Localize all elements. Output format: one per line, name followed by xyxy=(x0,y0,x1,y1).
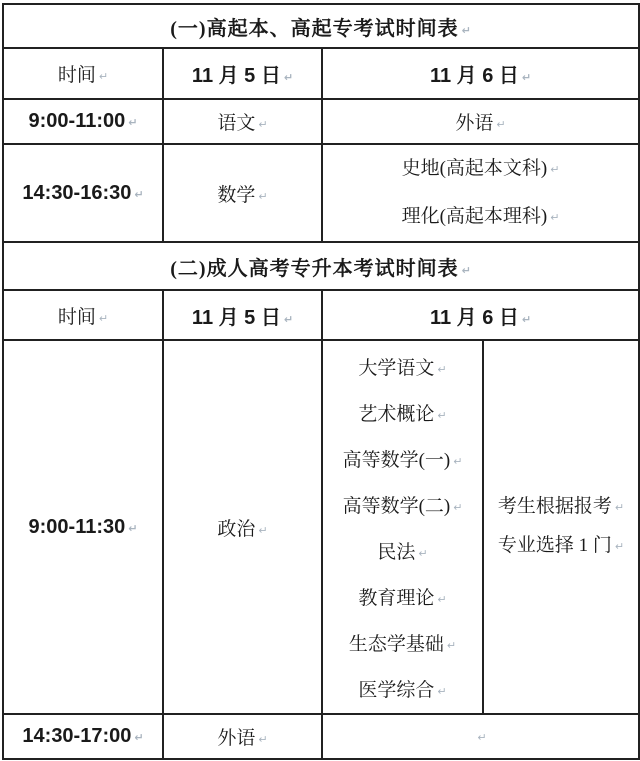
paragraph-mark: ↵ xyxy=(453,500,463,514)
paragraph-mark: ↵ xyxy=(521,312,532,326)
time-text: 9:00-11:00 ↵ xyxy=(28,110,138,132)
empty-cell-text xyxy=(474,726,486,747)
section1-title-text: (一)高起本、高起专考试时间表 ↵ xyxy=(170,17,472,40)
note-cell xyxy=(483,340,639,714)
paragraph-mark: ↵ xyxy=(614,501,625,514)
subject-cell-nov5 xyxy=(163,714,322,759)
subject-option: 高等数学(二) ↵ xyxy=(342,495,463,517)
paragraph-mark: ↵ xyxy=(461,263,472,277)
header-nov6-text: 11 月 6 日 ↵ xyxy=(429,65,532,87)
section2-title-row xyxy=(3,242,639,290)
subject-option: 医学综合 ↵ xyxy=(358,679,447,701)
section2-col-header-nov5 xyxy=(163,290,322,340)
paragraph-mark: ↵ xyxy=(477,730,487,744)
paragraph-mark: ↵ xyxy=(614,540,625,553)
section1-afternoon-row xyxy=(3,144,639,242)
subject-option: 艺术概论 ↵ xyxy=(358,403,447,425)
subjects-list-cell xyxy=(322,340,483,714)
subject-cell-nov6 xyxy=(322,144,639,242)
section2-title xyxy=(3,242,639,290)
paragraph-mark: ↵ xyxy=(453,454,463,468)
header-nov6-text: 11 月 6 日 ↵ xyxy=(429,306,532,329)
paragraph-mark: ↵ xyxy=(437,592,447,606)
subject-cell-nov5 xyxy=(163,340,322,714)
subject-text: 外语 ↵ xyxy=(217,728,268,749)
section2-col-header-time xyxy=(3,290,163,340)
subject-text: 理化(高起本理科) ↵ xyxy=(401,206,560,227)
time-text: 14:30-17:00 ↵ xyxy=(22,725,144,747)
note-text: 专业选择 1 门 ↵ xyxy=(497,535,625,556)
section1-col-header-time xyxy=(3,48,163,99)
header-nov5-text: 11 月 5 日 ↵ xyxy=(191,306,294,329)
paragraph-mark: ↵ xyxy=(134,731,144,744)
section1-col-header-nov6 xyxy=(322,48,639,99)
note-text: 考生根据报考 ↵ xyxy=(497,496,625,517)
section1-title xyxy=(3,4,639,48)
time-text: 14:30-16:30 ↵ xyxy=(22,181,144,204)
paragraph-mark: ↵ xyxy=(128,521,138,535)
paragraph-mark: ↵ xyxy=(283,312,294,326)
subject-cell-nov5 xyxy=(163,99,322,144)
subject-text: 语文 ↵ xyxy=(217,113,268,134)
paragraph-mark: ↵ xyxy=(98,70,109,83)
section2-col-header-nov6 xyxy=(322,290,639,340)
paragraph-mark: ↵ xyxy=(98,311,109,325)
exam-timetable xyxy=(2,3,640,760)
paragraph-mark: ↵ xyxy=(258,523,268,537)
paragraph-mark: ↵ xyxy=(550,211,560,224)
paragraph-mark: ↵ xyxy=(258,189,268,203)
time-cell xyxy=(3,340,163,714)
paragraph-mark: ↵ xyxy=(521,71,532,84)
paragraph-mark: ↵ xyxy=(128,116,138,129)
section1-header-row xyxy=(3,48,639,99)
header-nov5-text: 11 月 5 日 ↵ xyxy=(191,65,294,87)
section2-afternoon-row xyxy=(3,714,639,759)
subject-cell-nov6 xyxy=(322,99,639,144)
paragraph-mark: ↵ xyxy=(496,118,506,131)
section2-title-text: (二)成人高考专升本考试时间表 ↵ xyxy=(170,257,472,280)
subject-option: 生态学基础 ↵ xyxy=(348,633,457,655)
subject-option: 教育理论 ↵ xyxy=(358,587,447,609)
paragraph-mark: ↵ xyxy=(258,733,268,746)
time-cell xyxy=(3,99,163,144)
subject-option: 民法 ↵ xyxy=(377,541,428,563)
section1-morning-row xyxy=(3,99,639,144)
paragraph-mark: ↵ xyxy=(437,408,447,422)
subject-text: 史地(高起本文科) ↵ xyxy=(401,158,560,179)
subject-text: 数学 ↵ xyxy=(217,184,268,206)
paragraph-mark: ↵ xyxy=(550,163,560,176)
subject-text: 外语 ↵ xyxy=(455,113,506,134)
header-time-text: 时间 ↵ xyxy=(57,306,109,328)
header-time-text: 时间 ↵ xyxy=(57,65,109,86)
paragraph-mark: ↵ xyxy=(446,638,457,652)
paragraph-mark: ↵ xyxy=(418,546,428,560)
subject-text: 政治 ↵ xyxy=(217,518,268,540)
subjects-list xyxy=(323,343,482,711)
section2-morning-row xyxy=(3,340,639,714)
paragraph-mark: ↵ xyxy=(437,362,447,376)
subject-cell-nov5 xyxy=(163,144,322,242)
section1-title-row xyxy=(3,4,639,48)
time-text: 9:00-11:30 ↵ xyxy=(28,515,138,538)
empty-cell-nov6 xyxy=(322,714,639,759)
paragraph-mark: ↵ xyxy=(437,684,447,698)
paragraph-mark: ↵ xyxy=(283,71,294,84)
subject-option: 高等数学(一) ↵ xyxy=(342,449,463,471)
time-cell xyxy=(3,144,163,242)
section1-col-header-nov5 xyxy=(163,48,322,99)
paragraph-mark: ↵ xyxy=(258,118,268,131)
paragraph-mark: ↵ xyxy=(461,23,472,37)
section2-header-row xyxy=(3,290,639,340)
paragraph-mark: ↵ xyxy=(134,187,144,201)
subject-option: 大学语文 ↵ xyxy=(358,357,447,379)
time-cell xyxy=(3,714,163,759)
